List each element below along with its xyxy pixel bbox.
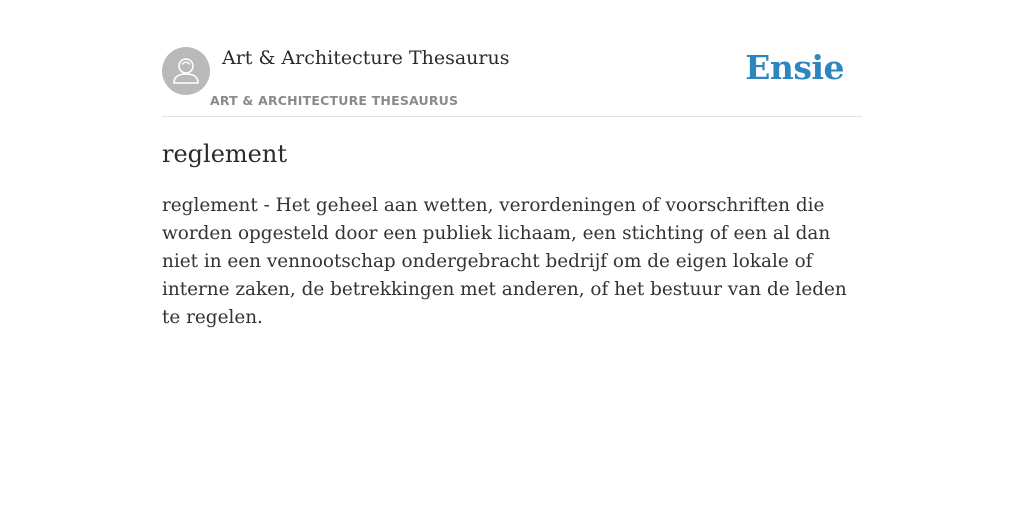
entry-term: reglement — [162, 140, 287, 168]
source-title[interactable]: Art & Architecture Thesaurus — [222, 47, 510, 69]
ensie-logo-link[interactable]: Ensie — [745, 48, 844, 87]
avatar[interactable] — [162, 47, 210, 95]
source-header — [162, 46, 862, 117]
entry-definition: reglement - Het geheel aan wetten, verordeningen of voorschriften die worden opgesteld door een publiek lichaam, een stichting of een al dan niet in een vennootschap ondergebracht bedrijf om de eigen lokale of interne zaken, de betrekkingen met anderen, of het bestuur van de leden te regelen. — [162, 195, 847, 328]
source-subtitle: ART & ARCHITECTURE THESAURUS — [210, 93, 459, 108]
